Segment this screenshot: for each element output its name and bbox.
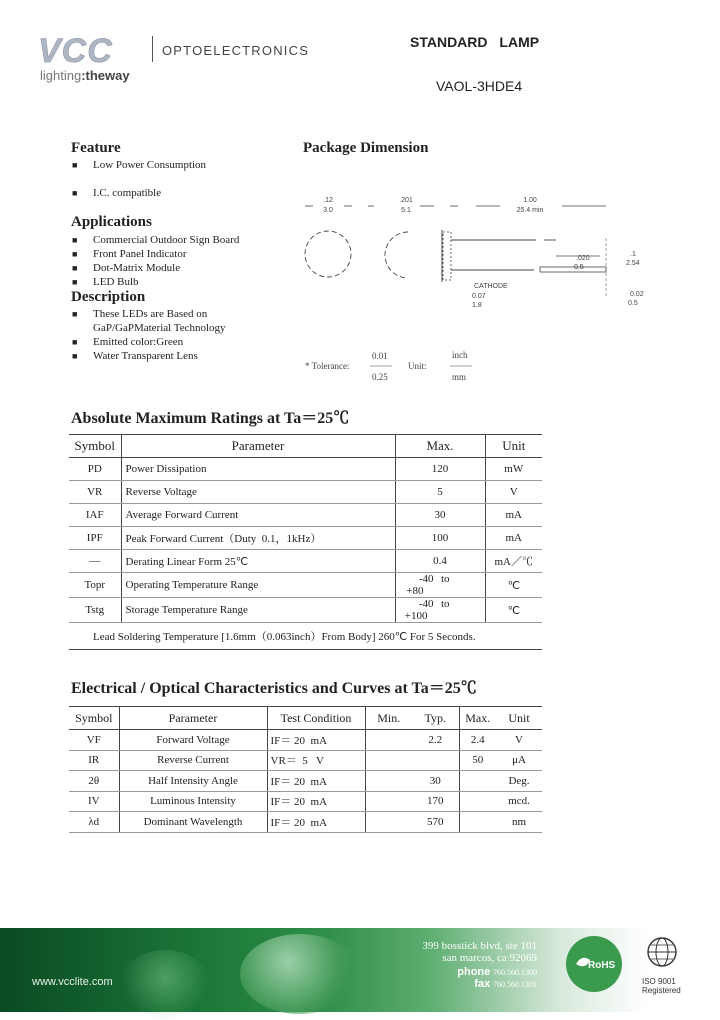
cell-symbol: IR (69, 750, 119, 771)
cell-min (365, 730, 412, 751)
col-header: Max. (395, 435, 485, 458)
tolerance-label: * Tolerance: (305, 361, 350, 371)
cell-unit: mA／℃ (485, 550, 542, 573)
list-item: ■ Low Power Consumption (72, 158, 206, 172)
cell-symbol: IAF (69, 504, 121, 527)
col-header: Unit (496, 707, 542, 730)
cell-typ: 30 (412, 771, 459, 792)
rohs-badge (566, 936, 622, 992)
fax-number: 760.560.1301 (493, 980, 537, 989)
footer-led-graphic (240, 934, 360, 1014)
cell-symbol: Topr (69, 573, 121, 598)
cell-unit: V (485, 481, 542, 504)
table-row (69, 812, 542, 833)
col-header: Min. (365, 707, 412, 730)
cell-symbol: VF (69, 730, 119, 751)
unit-top: inch (452, 350, 468, 360)
dim-f-top: 0.07 (472, 293, 486, 300)
cell-typ (412, 750, 459, 771)
cell-parameter: Power Dissipation (121, 458, 395, 481)
cell-min (365, 812, 412, 833)
cell-unit: V (496, 730, 542, 751)
cell-parameter: Peak Forward Current（Duty 0.1，1kHz） (121, 527, 395, 550)
footer-led-graphic (120, 950, 210, 1020)
col-header: Parameter (119, 707, 267, 730)
cell-max: 50 (459, 750, 496, 771)
cell-symbol: Tstg (69, 598, 121, 623)
table-row (69, 730, 542, 751)
svg-text:VCC: VCC (38, 32, 113, 68)
website-link[interactable]: www.vcclite.com (32, 976, 113, 988)
cell-symbol: IPF (69, 527, 121, 550)
col-header: Typ. (412, 707, 459, 730)
cell-parameter: Reverse Voltage (121, 481, 395, 504)
cell-unit: ℃ (485, 573, 542, 598)
dim-a-bot: 3.0 (323, 207, 333, 214)
phone-number: 760.560.1300 (493, 968, 537, 977)
fax-line (474, 978, 537, 991)
cell-condition: VR＝ 5 V (267, 750, 365, 771)
soldering-note: Lead Soldering Temperature [1.6mm（0.063inch）From Body] 260℃ For 5 Seconds. (93, 631, 476, 643)
table-row (69, 481, 542, 504)
table-row (69, 458, 542, 481)
dim-g-bot: 0.5 (628, 300, 638, 307)
cell-max: 100 (395, 527, 485, 550)
description-list (72, 307, 226, 363)
electro-table (69, 706, 542, 833)
tolerance-top: 0.01 (372, 351, 388, 361)
phone-label: phone (457, 966, 491, 978)
cell-unit: ℃ (485, 598, 542, 623)
cell-parameter: Average Forward Current (121, 504, 395, 527)
list-item: ■ Emitted color:Green (72, 335, 226, 349)
table-row (69, 750, 542, 771)
dim-c-top: 1.00 (523, 197, 537, 204)
list-item: ■ Front Panel Indicator (72, 247, 239, 261)
cell-condition: IF＝ 20 mA (267, 730, 365, 751)
cell-symbol: 2θ (69, 771, 119, 792)
cell-parameter: Forward Voltage (119, 730, 267, 751)
table-note-row (69, 623, 542, 650)
table-row (69, 598, 542, 623)
cell-typ: 2.2 (412, 730, 459, 751)
cell-parameter: Reverse Current (119, 750, 267, 771)
cell-parameter: Dominant Wavelength (119, 812, 267, 833)
cell-unit: mW (485, 458, 542, 481)
col-header: Parameter (121, 435, 395, 458)
vcc-logo (38, 32, 143, 68)
col-header: Max. (459, 707, 496, 730)
dim-f-bot: 1.8 (472, 302, 482, 309)
dim-b-bot: 5.1 (401, 207, 411, 214)
svg-text:RoHS: RoHS (588, 960, 616, 971)
cell-symbol: VR (69, 481, 121, 504)
cell-unit: mA (485, 527, 542, 550)
col-header: Symbol (69, 435, 121, 458)
cell-unit: nm (496, 812, 542, 833)
table-header-row (69, 435, 542, 458)
cell-condition: IF＝ 20 mA (267, 812, 365, 833)
applications-list (72, 233, 239, 289)
abs-max-table (69, 434, 542, 650)
table-row (69, 504, 542, 527)
cell-parameter: Storage Temperature Range (121, 598, 395, 623)
cell-max: 5 (395, 481, 485, 504)
cell-parameter: Derating Linear Form 25℃ (121, 550, 395, 573)
package-heading: Package Dimension (303, 140, 429, 156)
cell-symbol: — (69, 550, 121, 573)
cell-parameter: Luminous Intensity (119, 791, 267, 812)
col-header: Symbol (69, 707, 119, 730)
list-item-continuation: GaP/GaPMaterial Technology (93, 322, 226, 334)
table-row (69, 573, 542, 598)
list-item: ■ Dot-Matrix Module (72, 261, 239, 275)
col-header: Unit (485, 435, 542, 458)
address-street: 399 bosstick blvd, ste 101 (422, 940, 537, 952)
cell-unit: mA (485, 504, 542, 527)
list-item: ■ These LEDs are Based on (72, 307, 226, 321)
cell-min (365, 771, 412, 792)
table-row (69, 771, 542, 792)
cell-unit: mcd. (496, 791, 542, 812)
cell-parameter: Half Intensity Angle (119, 771, 267, 792)
table-row (69, 550, 542, 573)
dim-d-bot: 0.5 (574, 264, 584, 271)
dim-e-top: .1 (630, 251, 636, 258)
description-heading: Description (71, 289, 146, 305)
division-name: OPTOELECTRONICS (162, 43, 310, 58)
cathode-label: CATHODE (474, 283, 508, 290)
cell-typ: 570 (412, 812, 459, 833)
dim-a-top: .12 (323, 197, 333, 204)
feature-list (72, 158, 206, 200)
iso-label: ISO 9001 (642, 977, 676, 986)
col-header: Test Condition (267, 707, 365, 730)
tolerance-bot: 0.25 (372, 372, 388, 382)
cell-min (365, 750, 412, 771)
cell-max (459, 771, 496, 792)
cell-symbol: λd (69, 812, 119, 833)
applications-heading: Applications (71, 214, 152, 230)
cell-max: 2.4 (459, 730, 496, 751)
iso-registered: Registered (642, 986, 681, 995)
table-header-row (69, 707, 542, 730)
document-title: STANDARD LAMP (410, 34, 540, 50)
dim-b-top: .201 (399, 197, 413, 204)
cell-max: 120 (395, 458, 485, 481)
unit-label: Unit: (408, 361, 427, 371)
dim-g-top: 0.02 (630, 291, 644, 298)
abs-max-heading: Absolute Maximum Ratings at Ta＝25℃ (71, 410, 350, 427)
logo-divider (152, 36, 153, 62)
unit-bot: mm (452, 372, 467, 382)
leaf-icon (566, 936, 622, 992)
cell-condition: IF＝ 20 mA (267, 771, 365, 792)
iso-badge (642, 936, 682, 995)
cell-max: 0.4 (395, 550, 485, 573)
dim-d-top: .020 (576, 255, 590, 262)
dim-c-bot: 25.4 min (516, 207, 544, 214)
list-item: ■ LED Bulb (72, 275, 239, 289)
cell-max (459, 812, 496, 833)
list-item: ■ I.C. compatible (72, 186, 206, 200)
package-drawing (300, 190, 660, 390)
dim-e-bot: 2.54 (626, 260, 640, 267)
cell-max: 30 (395, 504, 485, 527)
address-city: san marcos, ca 92069 (442, 952, 537, 964)
model-number: VAOL-3HDE4 (436, 78, 523, 94)
cell-unit: μA (496, 750, 542, 771)
table-row (69, 791, 542, 812)
list-item: ■ Commercial Outdoor Sign Board (72, 233, 239, 247)
cell-max-range: -40 to +80 (395, 573, 485, 598)
feature-heading: Feature (71, 140, 121, 156)
electro-heading: Electrical / Optical Characteristics and Curves at Ta＝25℃ (71, 680, 477, 697)
cell-typ: 170 (412, 791, 459, 812)
cell-max-range: -40 to +100 (395, 598, 485, 623)
fax-label: fax (474, 978, 491, 990)
cell-symbol: IV (69, 791, 119, 812)
cell-symbol: PD (69, 458, 121, 481)
cell-unit: Deg. (496, 771, 542, 792)
cell-parameter: Operating Temperature Range (121, 573, 395, 598)
cell-condition: IF＝ 20 mA (267, 791, 365, 812)
tagline: lighting:theway (40, 68, 130, 83)
cell-min (365, 791, 412, 812)
globe-icon (642, 936, 682, 970)
table-row (69, 527, 542, 550)
list-item: ■ Water Transparent Lens (72, 349, 226, 363)
cell-max (459, 791, 496, 812)
